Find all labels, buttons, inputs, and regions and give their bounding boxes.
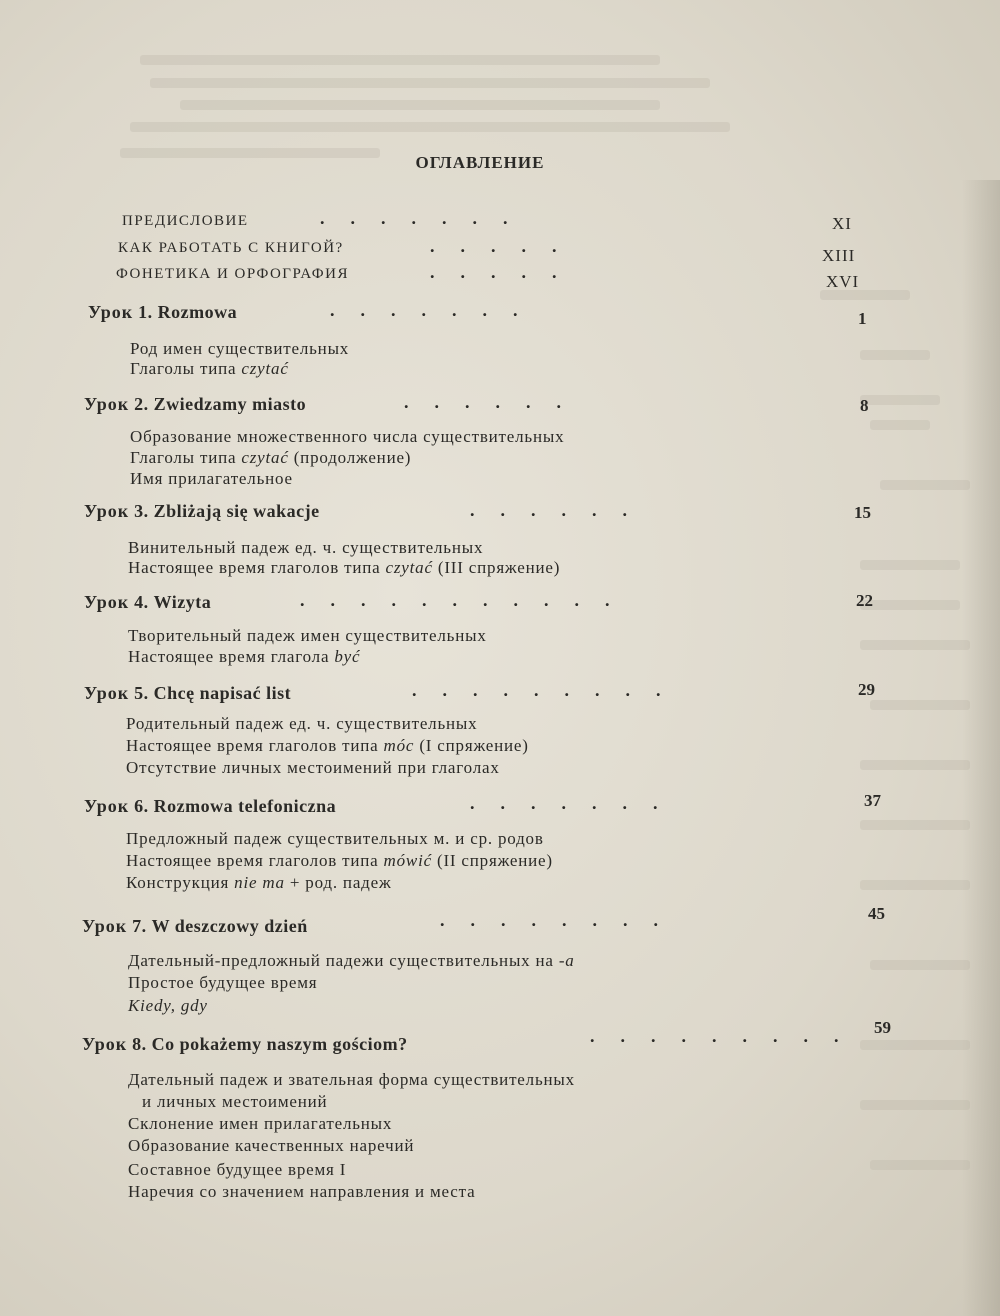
topic-line: Настоящее время глаголов типа czytać (III спряжение) [128, 558, 561, 577]
page-number: 37 [864, 791, 881, 810]
topic-line: Составное будущее время I [128, 1160, 347, 1179]
page-number: 15 [854, 503, 871, 522]
leader-dots: ......... [590, 1026, 865, 1046]
toc-entry-lesson-3[interactable]: Урок 3. Zbliżają się wakacje [84, 501, 320, 521]
topic-line: Отсутствие личных местоимений при глаголах [126, 758, 500, 777]
topic-line: Глаголы типа czytać (продолжение) [130, 448, 412, 467]
topic-line: Образование качественных наречий [128, 1136, 415, 1155]
topic-line: Kiedy, gdy [128, 996, 208, 1015]
page-number: 22 [856, 591, 873, 610]
leader-dots: ........... [300, 590, 636, 610]
topic-line: Имя прилагательное [130, 469, 293, 488]
topic-line: Настоящее время глаголов типа móc (I спряжение) [126, 736, 529, 755]
topic-line: и личных местоимений [142, 1092, 328, 1111]
toc-entry-lesson-2[interactable]: Урок 2. Zwiedzamy miasto [84, 394, 307, 414]
leader-dots: ........ [440, 910, 684, 930]
topic-line: Родительный падеж ед. ч. существительных [126, 714, 478, 733]
page-number: 1 [858, 309, 867, 328]
leader-dots: ...... [404, 392, 587, 412]
toc-entry-lesson-1[interactable]: Урок 1. Rozmowa [88, 302, 238, 322]
leader-dots: ..... [430, 236, 583, 256]
topic-line: Винительный падеж ед. ч. существительных [128, 538, 484, 557]
page-number: XVI [826, 272, 860, 291]
page-number: 59 [874, 1018, 891, 1037]
topic-line: Наречия со значением направления и места [128, 1182, 476, 1201]
toc-entry-phonetics[interactable]: ФОНЕТИКА И ОРФОГРАФИЯ [116, 266, 349, 282]
toc-entry-lesson-4[interactable]: Урок 4. Wizyta [84, 592, 212, 612]
topic-line: Настоящее время глаголов типа mówić (II спряжение) [126, 851, 553, 870]
topic-line: Конструкция nie ma + род. падеж [126, 873, 392, 892]
toc-entry-preface[interactable]: ПРЕДИСЛОВИЕ [122, 213, 249, 229]
leader-dots: ....... [320, 208, 534, 228]
topic-line: Предложный падеж существительных м. и ср. родов [126, 829, 544, 848]
leader-dots: ......... [412, 680, 687, 700]
toc-entry-lesson-7[interactable]: Урок 7. W deszczowy dzień [82, 916, 308, 936]
topic-line: Глаголы типа czytać [130, 359, 289, 378]
leader-dots: ....... [470, 793, 684, 813]
page-edge-shadow [962, 180, 1000, 1316]
topic-line: Творительный падеж имен существительных [128, 626, 487, 645]
toc-entry-lesson-6[interactable]: Урок 6. Rozmowa telefoniczna [84, 796, 337, 816]
topic-line: Дательный падеж и звательная форма существительных [128, 1070, 575, 1089]
topic-line: Склонение имен прилагательных [128, 1114, 393, 1133]
toc-title: ОГЛАВЛЕНИЕ [415, 153, 545, 172]
toc-entry-lesson-8[interactable]: Урок 8. Co pokażemy naszym gościom? [82, 1034, 408, 1054]
topic-line: Настоящее время глагола być [128, 647, 361, 666]
page-number: 8 [860, 396, 869, 415]
toc-entry-lesson-5[interactable]: Урок 5. Chcę napisać list [84, 683, 292, 703]
page-number: 29 [858, 680, 875, 699]
topic-line: Образование множественного числа существительных [130, 427, 565, 446]
page-number: XIII [822, 246, 856, 265]
leader-dots: ....... [330, 300, 544, 320]
topic-line: Род имен существительных [130, 339, 350, 358]
topic-line: Дательный-предложный падежи существительных на -a [128, 951, 575, 970]
leader-dots: ...... [470, 500, 653, 520]
topic-line: Простое будущее время [128, 973, 318, 992]
page-number: XI [832, 214, 852, 233]
page-number: 45 [868, 904, 885, 923]
leader-dots: ..... [430, 262, 583, 282]
toc-entry-how-to-use[interactable]: КАК РАБОТАТЬ С КНИГОЙ? [118, 240, 344, 256]
